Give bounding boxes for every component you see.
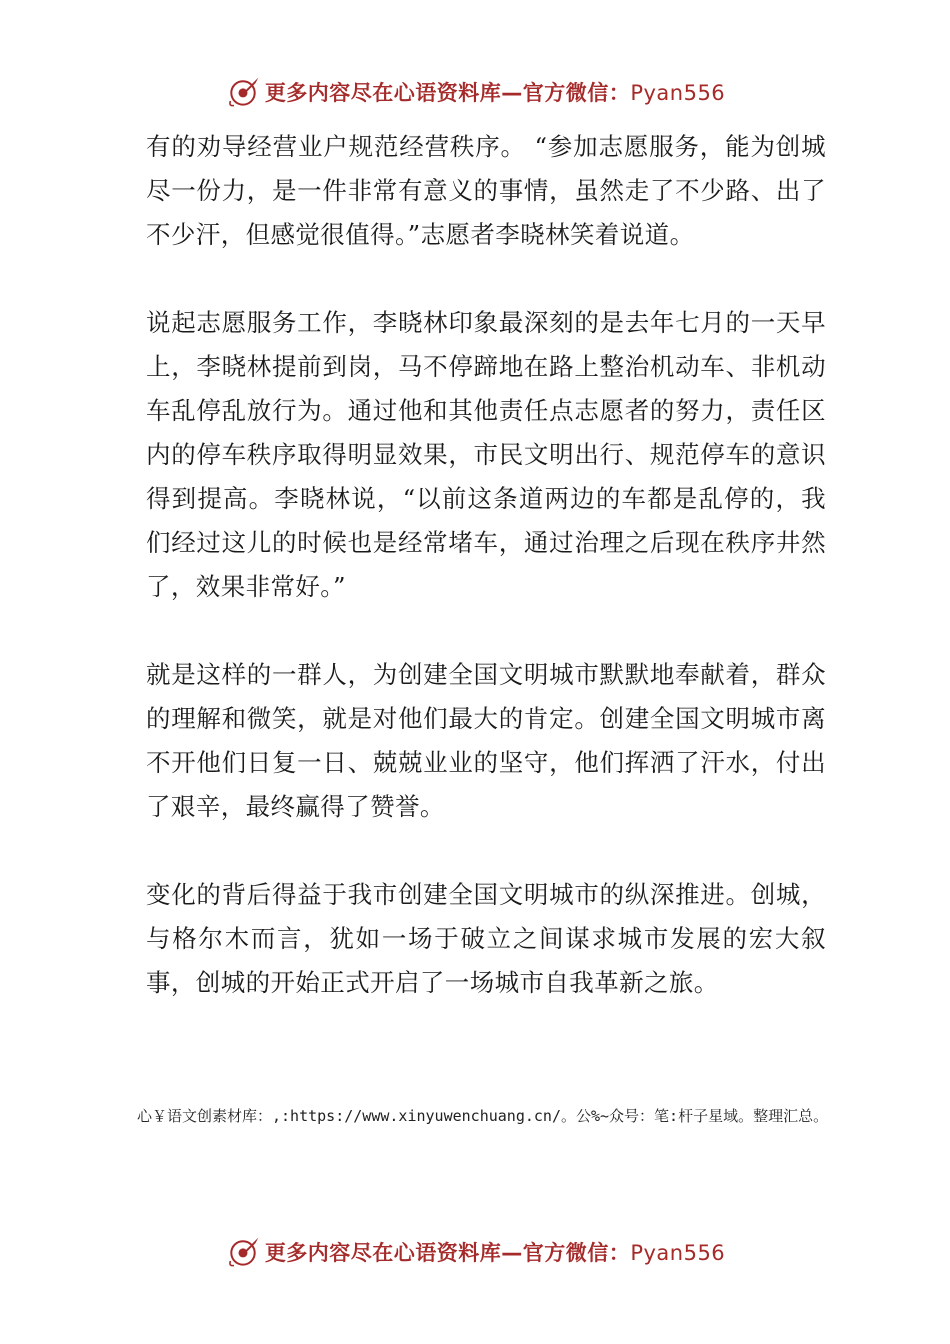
quill-circle-logo-icon (225, 74, 261, 110)
paragraph-2: 说起志愿服务工作，李晓林印象最深刻的是去年七月的一天早上，李晓林提前到岗，马不停蹄地在路上整治机动车、非机动车乱停乱放行为。通过他和其他责任点志愿者的努力，责任区内的停车秩序取得明显效果，市民文明出行、规范停车的意识得到提高。李晓林说，“以前这条道两边的车都是乱停的，我们经过这儿的时候也是经常堵车，通过治理之后现在秩序井然了，效果非常好。” (146, 308, 826, 601)
quill-circle-logo-icon (225, 1234, 261, 1270)
banner-text (265, 1237, 725, 1267)
paragraph-3: 就是这样的一群人，为创建全国文明城市默默地奉献着，群众的理解和微笑，就是对他们最大的肯定。创建全国文明城市离不开他们日复一日、兢兢业业的坚守，他们挥洒了汗水，付出了艰辛，最终赢得了赞誉。 (146, 660, 826, 821)
banner-wechat-id: Pyan556 (630, 1241, 726, 1265)
article-body (146, 125, 826, 1049)
banner-text-cn: 更多内容尽在心语资料库—官方微信： (264, 1241, 631, 1265)
paragraph-4: 变化的背后得益于我市创建全国文明城市的纵深推进。创城，与格尔木而言，犹如一场于破立之间谋求城市发展的宏大叙事，创城的开始正式开启了一场城市自我革新之旅。 (146, 880, 826, 997)
banner-wechat-id: Pyan556 (630, 81, 726, 105)
header-banner (0, 70, 950, 114)
footer-banner (0, 1230, 950, 1274)
paragraph-1: 有的劝导经营业户规范经营秩序。 “参加志愿服务，能为创城尽一份力，是一件非常有意义的事情，虽然走了不少路、出了不少汗，但感觉很值得。”志愿者李晓林笑着说道。 (146, 132, 826, 249)
banner-text (265, 77, 725, 107)
source-footnote: 心￥语文创素材库：,:https://www.xinyuwenchuang.cn/。公%~众号：笔:杆子星域。整理汇总。 (137, 1107, 829, 1125)
banner-text-cn: 更多内容尽在心语资料库—官方微信： (264, 81, 631, 105)
